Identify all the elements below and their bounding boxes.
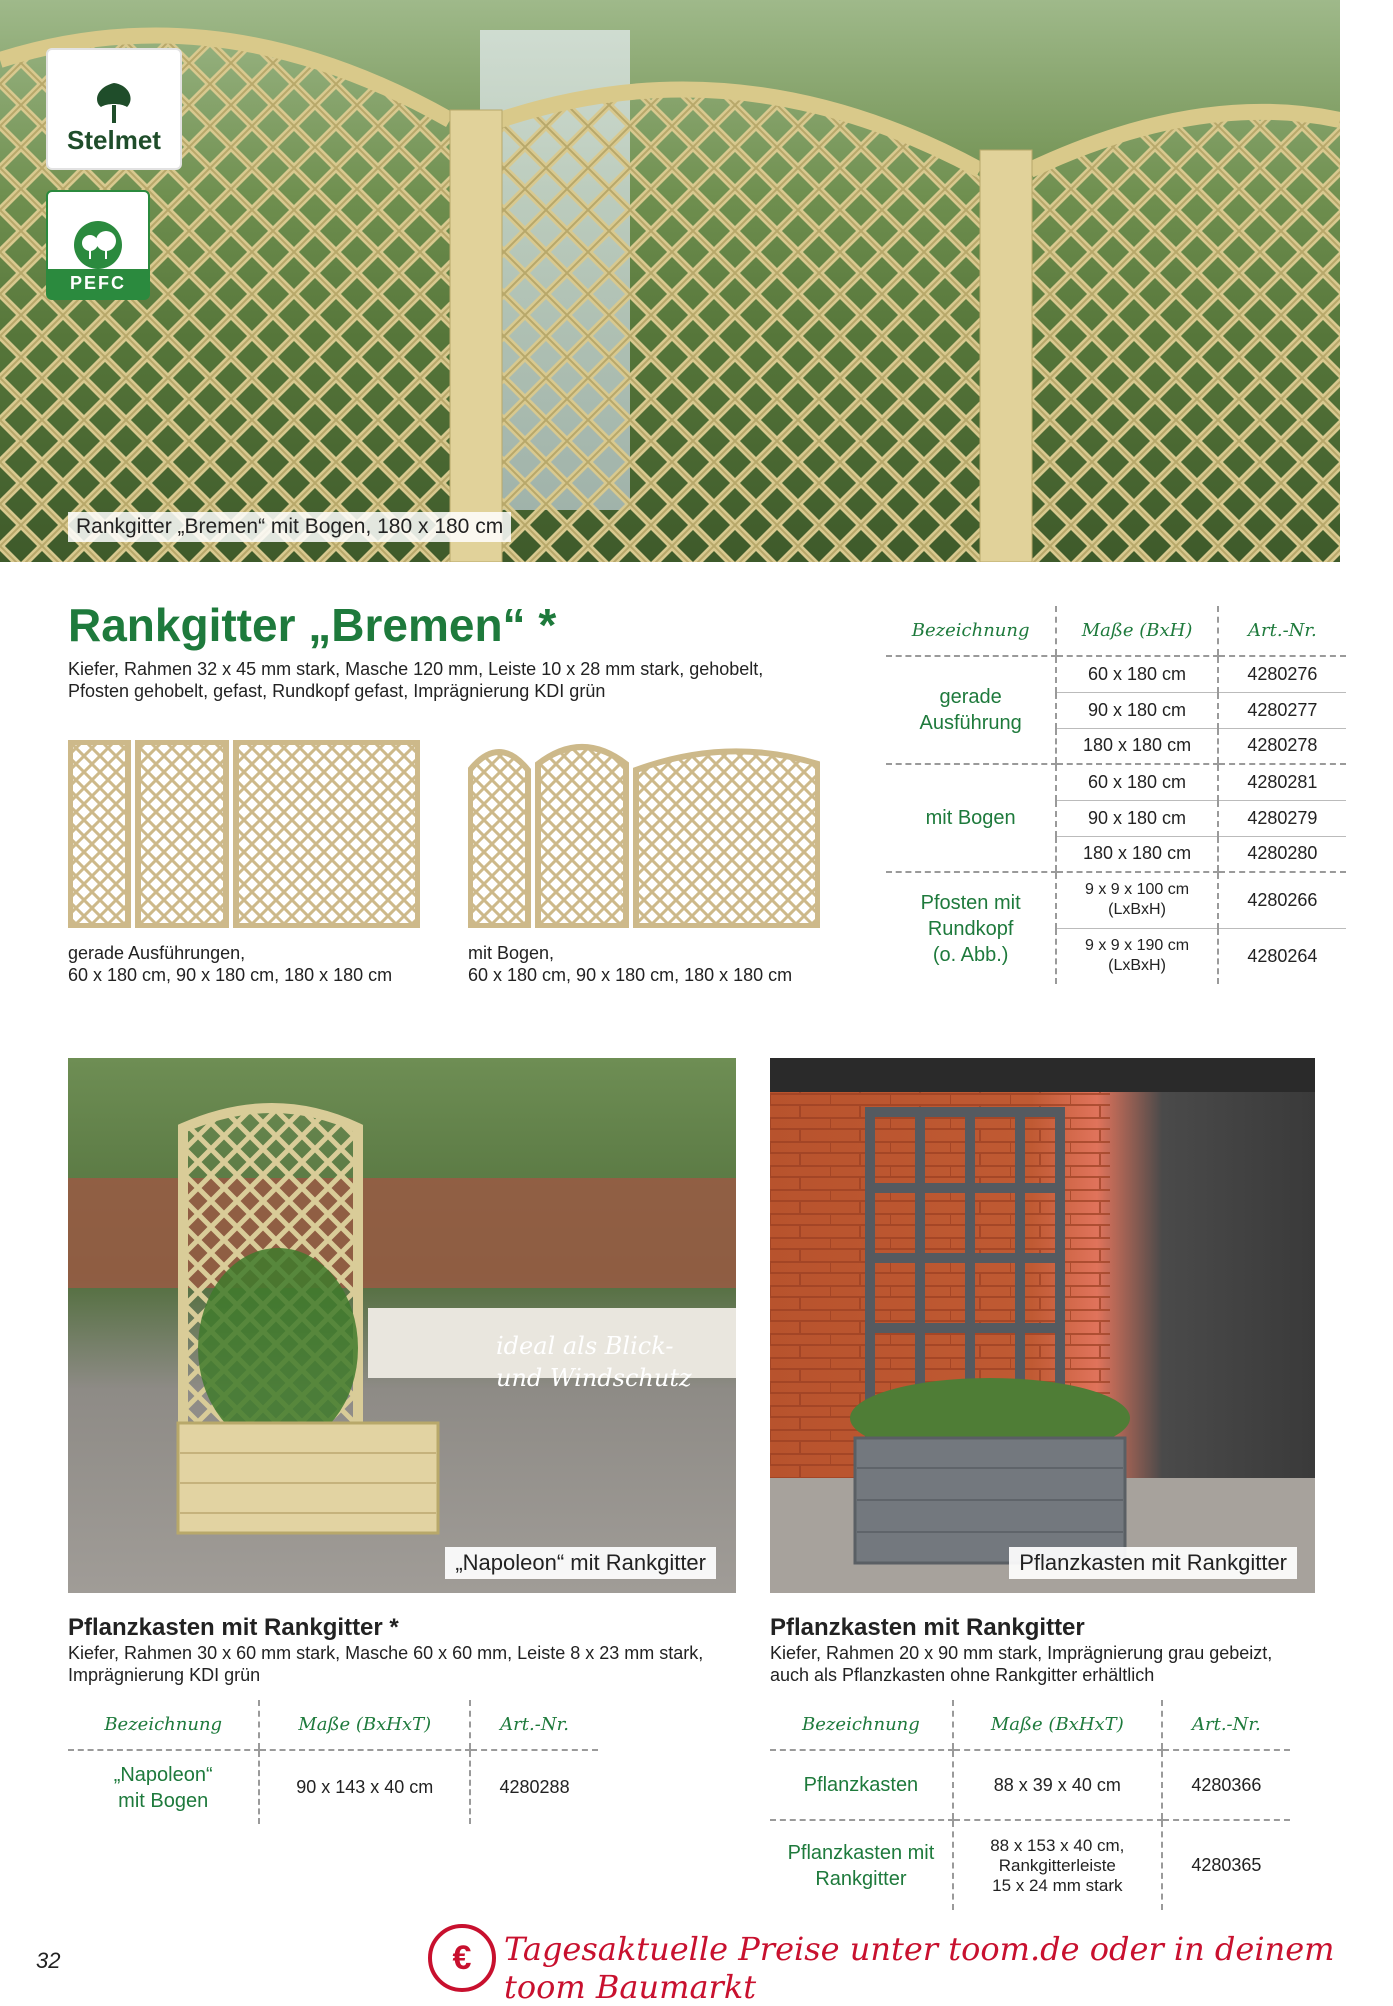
designation-line: „Napoleon“	[113, 1763, 213, 1786]
straight-caption	[68, 942, 392, 986]
napoleon-spec-table	[68, 1700, 598, 1824]
hero-image	[0, 0, 1340, 562]
dimension-line: 88 x 153 x 40 cm,	[990, 1835, 1125, 1855]
arched-panel-60x180	[470, 752, 528, 926]
hero-caption: Rankgitter „Bremen“ mit Bogen, 180 x 180 cm	[68, 512, 511, 542]
grey-planter-illustration	[770, 1058, 1315, 1593]
designation-cell	[770, 1820, 953, 1910]
article-number-cell: 4280276	[1218, 656, 1346, 692]
dimension-cell	[1056, 928, 1218, 984]
pefc-logo	[46, 190, 150, 300]
table-row	[770, 1820, 1290, 1910]
article-number-cell: 4280366	[1162, 1750, 1290, 1820]
napoleon-title: Pflanzkasten mit Rankgitter *	[68, 1614, 399, 1641]
arched-caption	[468, 942, 792, 986]
table-row	[68, 1750, 598, 1824]
grey-planter-spec-table	[770, 1700, 1290, 1910]
designation-cell: Pflanzkasten	[770, 1750, 953, 1820]
designation-cell	[68, 1750, 259, 1824]
napoleon-description	[68, 1642, 703, 1686]
group-name-line: gerade	[939, 686, 1002, 708]
table-row	[770, 1750, 1290, 1820]
col-header-designation: Bezeichnung	[68, 1700, 259, 1750]
article-number-cell: 4280279	[1218, 800, 1346, 836]
straight-caption-line: 60 x 180 cm, 90 x 180 cm, 180 x 180 cm	[68, 965, 393, 985]
panel-60x180	[70, 742, 128, 926]
table-row	[886, 656, 1346, 692]
grey-planter-desc-line: auch als Pflanzkasten ohne Rankgitter erhältlich	[770, 1665, 1155, 1685]
napoleon-desc-line: Kiefer, Rahmen 30 x 60 mm stark, Masche 60 x 60 mm, Leiste 8 x 23 mm stark,	[68, 1643, 704, 1663]
bremen-title: Rankgitter „Bremen“ *	[68, 599, 557, 651]
group-name-line: Ausführung	[919, 712, 1022, 734]
grey-planter-image	[770, 1058, 1315, 1593]
napoleon-desc-line: Imprägnierung KDI grün	[68, 1665, 261, 1685]
napoleon-image-label: „Napoleon“ mit Rankgitter	[445, 1547, 716, 1579]
col-header-article-number: Art.-Nr.	[1162, 1700, 1290, 1750]
dimension-cell: 90 x 143 x 40 cm	[259, 1750, 470, 1824]
euro-icon: €	[428, 1924, 496, 1992]
pefc-trees-icon	[63, 215, 133, 269]
dimension-line: (LxBxH)	[1108, 901, 1166, 919]
group-name-line: Pfosten mit	[920, 891, 1021, 914]
dimension-cell: 180 x 180 cm	[1056, 836, 1218, 872]
straight-panels-illustration	[68, 740, 420, 928]
col-header-dimensions: Maße (BxH)	[1056, 606, 1218, 656]
pefc-logo-text: PEFC	[48, 269, 148, 298]
article-number-cell: 4280266	[1218, 872, 1346, 928]
annotation-line: ideal als Blick-	[496, 1332, 674, 1360]
group-name-line: (o. Abb.)	[932, 943, 1009, 966]
article-number-cell: 4280280	[1218, 836, 1346, 872]
designation-line: Pflanzkasten mit	[787, 1841, 935, 1864]
arched-panel-90x180	[538, 747, 626, 926]
tree-icon	[87, 79, 141, 125]
straight-caption-line: gerade Ausführungen,	[68, 943, 246, 963]
dimension-line: (LxBxH)	[1108, 957, 1166, 975]
napoleon-annotation	[496, 1330, 692, 1394]
bremen-desc-line: Pfosten gehobelt, gefast, Rundkopf gefast, Imprägnierung KDI grün	[68, 681, 606, 701]
arched-panel-180x180	[636, 751, 818, 926]
dimension-cell: 88 x 39 x 40 cm	[953, 1750, 1162, 1820]
bremen-description	[68, 658, 763, 702]
table-row	[886, 872, 1346, 928]
article-number-cell: 4280281	[1218, 764, 1346, 800]
table-row	[886, 764, 1346, 800]
article-number-cell: 4280278	[1218, 728, 1346, 764]
col-header-designation: Bezeichnung	[770, 1700, 953, 1750]
dimension-cell: 60 x 180 cm	[1056, 656, 1218, 692]
dimension-cell: 90 x 180 cm	[1056, 692, 1218, 728]
panel-180x180	[236, 742, 418, 926]
article-number-cell: 4280288	[470, 1750, 598, 1824]
annotation-line: und Windschutz	[496, 1364, 692, 1392]
dimension-cell	[953, 1820, 1162, 1910]
article-number-cell: 4280264	[1218, 928, 1346, 984]
arched-panels-illustration	[468, 740, 820, 928]
bremen-spec-table	[886, 606, 1346, 984]
col-header-dimensions: Maße (BxHxT)	[953, 1700, 1162, 1750]
designation-line: Rankgitter	[815, 1867, 907, 1890]
grey-planter-image-label: Pflanzkasten mit Rankgitter	[1009, 1547, 1297, 1579]
dimension-line: 9 x 9 x 100 cm	[1085, 881, 1190, 899]
col-header-article-number: Art.-Nr.	[470, 1700, 598, 1750]
page-number: 32	[36, 1948, 61, 1973]
napoleon-image	[68, 1058, 736, 1593]
dimension-line: 15 x 24 mm stark	[992, 1875, 1123, 1895]
group-name: mit Bogen	[886, 764, 1056, 872]
footer-price-note: Tagesaktuelle Preise unter toom.de oder in deinem toom Baumarkt	[504, 1930, 1335, 2006]
dimension-cell: 90 x 180 cm	[1056, 800, 1218, 836]
article-number-cell: 4280365	[1162, 1820, 1290, 1910]
arched-caption-line: mit Bogen,	[468, 943, 555, 963]
stelmet-logo-text: Stelmet	[67, 125, 161, 155]
napoleon-planter-illustration	[68, 1058, 736, 1593]
group-name	[886, 872, 1056, 984]
dimension-line: Rankgitterleiste	[998, 1855, 1116, 1875]
lattice-fence-illustration	[0, 0, 1340, 562]
group-name-line: Rundkopf	[927, 917, 1014, 940]
designation-line: mit Bogen	[118, 1789, 209, 1812]
dimension-cell: 180 x 180 cm	[1056, 728, 1218, 764]
grey-planter-description	[770, 1642, 1272, 1686]
dimension-cell: 60 x 180 cm	[1056, 764, 1218, 800]
col-header-article-number: Art.-Nr.	[1218, 606, 1346, 656]
panel-90x180	[138, 742, 226, 926]
grey-planter-desc-line: Kiefer, Rahmen 20 x 90 mm stark, Imprägnierung grau gebeizt,	[770, 1643, 1273, 1663]
dimension-cell	[1056, 872, 1218, 928]
col-header-designation: Bezeichnung	[886, 606, 1056, 656]
stelmet-logo	[46, 48, 182, 170]
bremen-desc-line: Kiefer, Rahmen 32 x 45 mm stark, Masche 120 mm, Leiste 10 x 28 mm stark, gehobelt,	[68, 659, 764, 679]
col-header-dimensions: Maße (BxHxT)	[259, 1700, 470, 1750]
article-number-cell: 4280277	[1218, 692, 1346, 728]
dimension-line: 9 x 9 x 190 cm	[1085, 937, 1190, 955]
grey-planter-title: Pflanzkasten mit Rankgitter	[770, 1614, 1085, 1641]
arched-caption-line: 60 x 180 cm, 90 x 180 cm, 180 x 180 cm	[468, 965, 793, 985]
group-name	[886, 656, 1056, 764]
